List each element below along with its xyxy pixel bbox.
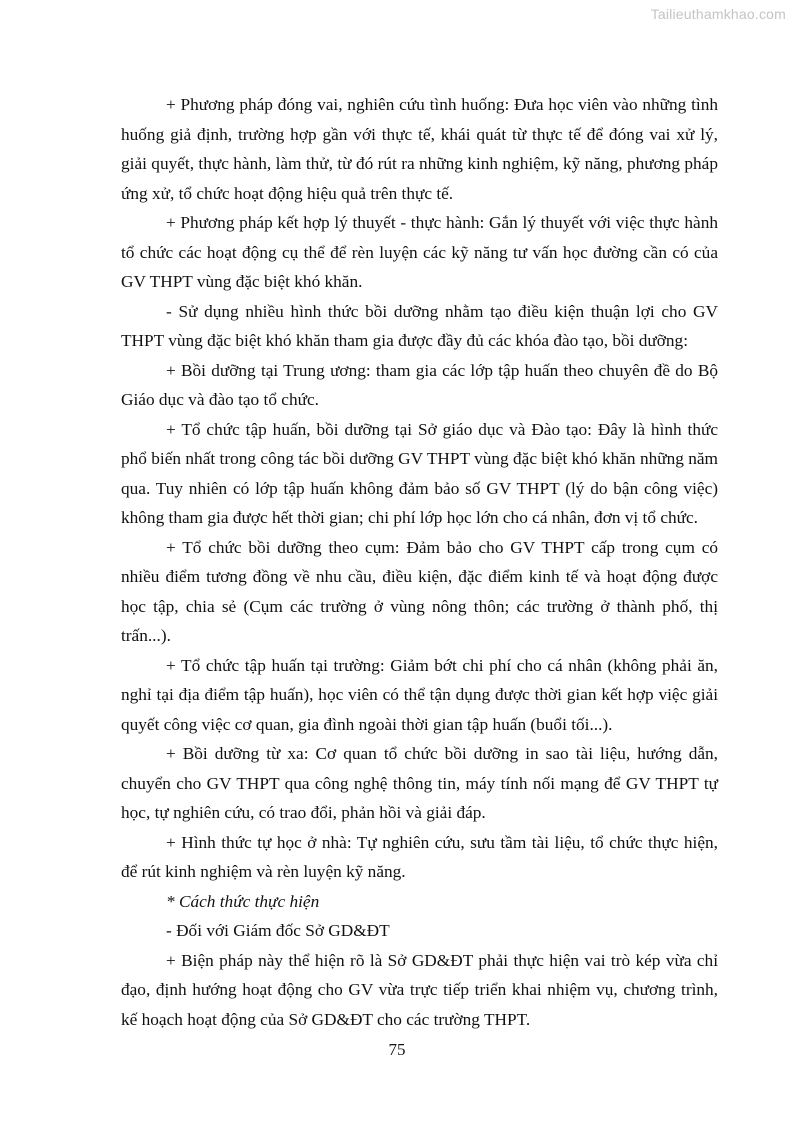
paragraph-central-training: + Bồi dưỡng tại Trung ương: tham gia các lớp tập huấn theo chuyên đề do Bộ Giáo dục và đào tạo tổ chức. (121, 360, 718, 409)
section-heading-implementation: * Cách thức thực hiện (166, 891, 320, 911)
paragraph-school-training: + Tổ chức tập huấn tại trường: Giảm bớt chi phí cho cá nhân (không phải ăn, nghỉ tại địa điểm tập huấn), học viên có thể tận dụng được thời gian kết hợp việc giải quyết công việc cơ quan, gia đình ngoài thời gian tập huấn (buổi tối...). (121, 655, 718, 734)
paragraph-cluster-training: + Tổ chức bồi dưỡng theo cụm: Đảm bảo cho GV THPT cấp trong cụm có nhiều điểm tương đồng về nhu cầu, điều kiện, đặc điểm kinh tế và hoạt động được học tập, chia sẻ (Cụm các trường ở vùng nông thôn; các trường ở thành phố, thị trấn...). (121, 537, 718, 645)
page-body (121, 90, 718, 1034)
paragraph-self-study: + Hình thức tự học ở nhà: Tự nghiên cứu, sưu tầm tài liệu, tổ chức thực hiện, để rút kinh nghiệm và rèn luyện kỹ năng. (121, 832, 718, 881)
page-number: 75 (388, 1040, 406, 1059)
paragraph-distance-training: + Bồi dưỡng từ xa: Cơ quan tổ chức bồi dưỡng in sao tài liệu, hướng dẫn, chuyển cho GV THPT qua công nghệ thông tin, máy tính nối mạng để GV THPT tự học, tự nghiên cứu, có trao đổi, phản hồi và giải đáp. (121, 744, 718, 822)
paragraph-theory-practice-method: + Phương pháp kết hợp lý thuyết - thực hành: Gắn lý thuyết với việc thực hành tổ chức các hoạt động cụ thể để rèn luyện các kỹ năng tư vấn học đường cần có của GV THPT vùng đặc biệt khó khăn. (121, 213, 718, 291)
watermark: Tailieuthamkhao.com (650, 6, 786, 22)
paragraph-training-forms: - Sử dụng nhiều hình thức bồi dưỡng nhằm tạo điều kiện thuận lợi cho GV THPT vùng đặc biệt khó khăn tham gia được đầy đủ các khóa đào tạo, bồi dưỡng: (121, 301, 718, 350)
paragraph-department-training: + Tổ chức tập huấn, bồi dưỡng tại Sở giáo dục và Đào tạo: Đây là hình thức phổ biến nhất trong công tác bồi dưỡng GV THPT vùng đặc biệt khó khăn những năm qua. Tuy nhiên có lớp tập huấn không đảm bảo số GV THPT (lý do bận công việc) không tham gia được hết thời gian; chi phí lớp học lớn cho cá nhân, đơn vị tổ chức. (121, 419, 718, 527)
paragraph-role-play-method: + Phương pháp đóng vai, nghiên cứu tình huống: Đưa học viên vào những tình huống giả định, trường hợp gần với thực tế, khái quát từ thực tế để đóng vai xử lý, giải quyết, thực hành, làm thử, từ đó rút ra những kinh nghiệm, kỹ năng, phương pháp ứng xử, tổ chức hoạt động hiệu quả trên thực tế. (121, 95, 718, 203)
subheading-department-director: - Đối với Giám đốc Sở GD&ĐT (166, 921, 390, 940)
paragraph-dual-role: + Biện pháp này thể hiện rõ là Sở GD&ĐT phải thực hiện vai trò kép vừa chỉ đạo, định hướng hoạt động cho GV vừa trực tiếp triển khai nhiệm vụ, chương trình, kế hoạch hoạt động của Sở GD&ĐT cho các trường THPT. (121, 950, 718, 1029)
